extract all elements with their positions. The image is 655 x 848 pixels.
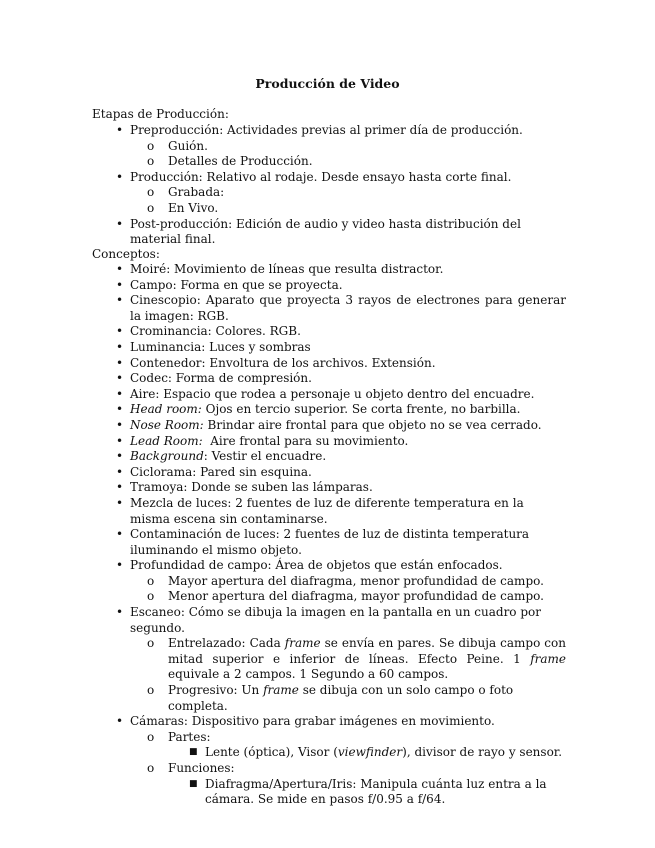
etapas-heading: Etapas de Producción: [92,107,229,121]
sub-marker: o [147,573,155,588]
list-item: • Ciclorama: Pared sin esquina. [116,464,312,479]
page-title: Producción de Video [255,76,400,91]
sub-list-item: o En Vivo. [147,200,219,215]
bullet-marker: • [116,605,124,620]
square-marker: ■ [189,778,198,789]
bullet-marker: • [116,339,124,354]
list-item: • Head room: Ojos en tercio superior. Se corta frente, no barbilla. [116,402,521,417]
list-item: • Mezcla de luces: 2 fuentes de luz de diferente temperatura en la misma escena sin contaminarse. [116,495,524,526]
sub-marker: o [147,200,155,215]
bullet-marker: • [116,355,124,370]
sub-marker: o [147,154,155,169]
sub-marker: o [147,729,155,744]
sub-sub-list-item: ■ Lente (óptica), Visor (viewfinder), divisor de rayo y sensor. [189,745,563,760]
list-item: • Moiré: Movimiento de líneas que resulta distractor. [116,262,444,276]
list-item: • Luminancia: Luces y sombras [116,339,311,354]
list-item: • Background: Vestir el encuadre. [116,449,327,464]
list-item: • Post-producción: Edición de audio y video hasta distribución del material final. [116,216,521,247]
bullet-marker: • [116,262,124,276]
sub-marker: o [147,185,155,200]
sub-marker: o [147,636,155,651]
bullet-marker: • [116,324,124,339]
sub-list-item: o Funciones: [147,761,235,775]
list-item: • Campo: Forma en que se proyecta. [116,277,343,292]
bullet-marker: • [116,449,124,464]
bullet-marker: • [116,464,124,479]
sub-marker: o [147,589,155,604]
sub-list-item: o Grabada: [147,185,225,200]
bullet-marker: • [116,480,124,495]
bullet-marker: • [116,386,124,401]
bullet-marker: • [116,277,124,292]
sub-marker: o [147,761,155,775]
bullet-marker: • [116,417,124,432]
sub-list-item: o Menor apertura del diafragma, mayor profundidad de campo. [147,589,544,604]
bullet-marker: • [116,527,124,542]
bullet-marker: • [116,402,124,417]
bullet-marker: • [116,371,124,386]
bullet-marker: • [116,293,124,308]
list-item: • Contenedor: Envoltura de los archivos. Extensión. [116,355,436,370]
sub-list-item: o Entrelazado: Cada frame se envía en pares. Se dibuja campo con mitad superior e inferior de líneas. Efecto Peine. 1 frame equivale a 2 campos. 1 Segundo a 60 campos. [147,636,566,682]
bullet-marker: • [116,169,124,184]
conceptos-heading: Conceptos: [92,247,160,261]
bullet-marker: • [116,123,124,137]
conceptos-list [92,262,566,808]
sub-list-item: o Partes: [147,729,211,744]
list-item: • Preproducción: Actividades previas al primer día de producción. [116,123,523,137]
list-item: • Contaminación de luces: 2 fuentes de luz de distinta temperatura iluminando el mismo objeto. [116,527,530,557]
list-item: • Lead Room: Aire frontal para su movimiento. [116,433,409,448]
list-item: • Aire: Espacio que rodea a personaje u objeto dentro del encuadre. [116,386,535,401]
list-item: • Producción: Relativo al rodaje. Desde ensayo hasta corte final. [116,169,512,184]
sub-marker: o [147,683,155,698]
bullet-marker: • [116,216,124,231]
bullet-marker: • [116,433,124,448]
list-item: • Escaneo: Cómo se dibuja la imagen en la pantalla en un cuadro por segundo. [116,605,541,635]
list-item: • Nose Room: Brindar aire frontal para que objeto no se vea cerrado. [116,417,542,432]
sub-sub-list-item: ■ Diafragma/Apertura/Iris: Manipula cuánta luz entra a la cámara. Se mide en pasos f/0.95 a f/64. [189,776,547,807]
list-item: • Profundidad de campo: Área de objetos que están enfocados. [116,558,503,573]
sub-list-item: o Mayor apertura del diafragma, menor profundidad de campo. [147,573,544,588]
bullet-marker: • [116,495,124,510]
list-item: • Tramoya: Donde se suben las lámparas. [116,480,373,495]
sub-list-item: o Detalles de Producción. [147,154,313,169]
sub-list-item: o Progresivo: Un frame se dibuja con un solo campo o foto completa. [147,683,514,713]
list-item: • Codec: Forma de compresión. [116,371,312,386]
list-item: • Crominancia: Colores. RGB. [116,324,301,339]
bullet-marker: • [116,558,124,573]
etapas-list [92,123,572,248]
sub-marker: o [147,138,155,153]
square-marker: ■ [189,747,198,758]
sub-list-item: o Guión. [147,138,208,153]
bullet-marker: • [116,714,124,729]
list-item: • Cinescopio: Aparato que proyecta 3 rayos de electrones para generar la imagen: RGB. [116,293,566,323]
list-item: • Cámaras: Dispositivo para grabar imágenes en movimiento. [116,714,495,729]
